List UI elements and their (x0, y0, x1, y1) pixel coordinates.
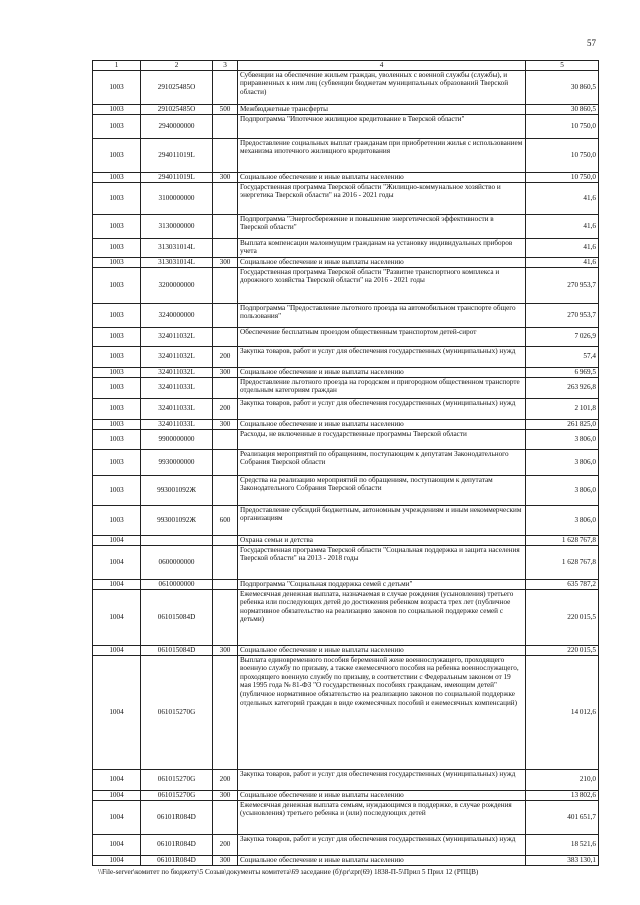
cell-c3 (213, 655, 238, 769)
cell-c1: 1003 (93, 104, 141, 114)
cell-c2: 061015084D (141, 645, 213, 655)
cell-c1: 1004 (93, 790, 141, 800)
cell-c3 (213, 475, 238, 505)
cell-c1: 1003 (93, 327, 141, 346)
cell-c3 (213, 70, 238, 104)
cell-c5: 30 860,5 (526, 104, 599, 114)
cell-c1: 1003 (93, 419, 141, 429)
cell-c2: 291025485О (141, 70, 213, 104)
table-row (93, 267, 599, 303)
cell-c2: 291025485О (141, 104, 213, 114)
cell-c4: Ежемесячная денежная выплата семьям, нуждающимся в поддержке, в случае рождения (усыновления) третьего ребенка и (или) последующих детей (238, 800, 526, 834)
cell-c2: 061015270G (141, 769, 213, 790)
cell-c4: Расходы, не включенные в государственные программы Тверской области (238, 429, 526, 449)
cell-c3: 200 (213, 769, 238, 790)
cell-c1: 1003 (93, 377, 141, 398)
cell-c5: 210,0 (526, 769, 599, 790)
table-row (93, 800, 599, 834)
header-col-3: 3 (213, 61, 238, 71)
cell-c5: 261 825,0 (526, 419, 599, 429)
cell-c2: 06101R084D (141, 834, 213, 855)
cell-c3: 600 (213, 505, 238, 535)
cell-c1: 1003 (93, 367, 141, 377)
table-row (93, 238, 599, 257)
cell-c4: Подпрограмма "Ипотечное жилищное кредитование в Тверской области" (238, 114, 526, 138)
cell-c2: 993001092Ж (141, 475, 213, 505)
table-row (93, 398, 599, 419)
cell-c4: Обеспечение бесплатным проездом общественным транспортом детей-сирот (238, 327, 526, 346)
cell-c3: 300 (213, 419, 238, 429)
cell-c4: Ежемесячная денежная выплата, назначаемая в случае рождения (усыновления) третьего ребенка или последующих детей до достижения ребенком возраста трех лет (публичное нормативное обязательство на реализацию законов по социальной поддержке семей с детьми) (238, 589, 526, 645)
cell-c2: 3200000000 (141, 267, 213, 303)
cell-c2: 3240000000 (141, 303, 213, 327)
cell-c1: 1003 (93, 429, 141, 449)
cell-c4: Социальное обеспечение и иные выплаты населению (238, 855, 526, 865)
cell-c5: 220 015,5 (526, 645, 599, 655)
header-row (93, 61, 599, 71)
cell-c4: Социальное обеспечение и иные выплаты населению (238, 172, 526, 182)
file-path-footer: \\File-server\комитет по бюджету\5 Созыв\документы комитета\69 заседание (б)\pr\zpr(69) 1838-П-5\Прил 5 Прил 12 (РПЦВ) (98, 868, 479, 876)
cell-c5: 18 521,6 (526, 834, 599, 855)
cell-c5: 10 750,0 (526, 172, 599, 182)
cell-c3: 300 (213, 172, 238, 182)
table-row (93, 589, 599, 645)
cell-c5: 1 628 767,8 (526, 535, 599, 545)
cell-c2: 324011032L (141, 367, 213, 377)
cell-c5: 270 953,7 (526, 267, 599, 303)
cell-c5: 41,6 (526, 214, 599, 238)
cell-c4: Социальное обеспечение и иные выплаты населению (238, 257, 526, 267)
cell-c5: 13 802,6 (526, 790, 599, 800)
cell-c5: 2 101,8 (526, 398, 599, 419)
cell-c3: 300 (213, 645, 238, 655)
cell-c4: Межбюджетные трансферты (238, 104, 526, 114)
cell-c5: 3 806,0 (526, 449, 599, 475)
cell-c5: 7 026,9 (526, 327, 599, 346)
cell-c4: Охрана семьи и детства (238, 535, 526, 545)
cell-c1: 1004 (93, 579, 141, 589)
table-row (93, 346, 599, 367)
cell-c5: 3 806,0 (526, 429, 599, 449)
cell-c3 (213, 138, 238, 172)
cell-c5: 635 787,2 (526, 579, 599, 589)
cell-c4: Закупка товаров, работ и услуг для обеспечения государственных (муниципальных) нужд (238, 398, 526, 419)
header-col-2: 2 (141, 61, 213, 71)
cell-c3: 200 (213, 346, 238, 367)
cell-c5: 41,6 (526, 182, 599, 214)
cell-c1: 1003 (93, 475, 141, 505)
cell-c3: 300 (213, 367, 238, 377)
cell-c1: 1003 (93, 138, 141, 172)
cell-c1: 1003 (93, 303, 141, 327)
cell-c1: 1004 (93, 589, 141, 645)
header-col-1: 1 (93, 61, 141, 71)
table-row (93, 367, 599, 377)
cell-c2: 313031014L (141, 238, 213, 257)
table-row (93, 449, 599, 475)
cell-c2: 324011032L (141, 346, 213, 367)
cell-c5: 57,4 (526, 346, 599, 367)
cell-c4: Предоставление субсидий бюджетным, автономным учреждениям и иным некоммерческим организациям (238, 505, 526, 535)
table-row (93, 377, 599, 398)
table-row (93, 104, 599, 114)
cell-c3 (213, 449, 238, 475)
table-row (93, 790, 599, 800)
cell-c3 (213, 545, 238, 579)
cell-c4: Государственная программа Тверской области "Социальная поддержка и защита населения Тверской области" на 2013 - 2018 годы (238, 545, 526, 579)
cell-c3 (213, 267, 238, 303)
cell-c4: Закупка товаров, работ и услуг для обеспечения государственных (муниципальных) нужд (238, 834, 526, 855)
cell-c1: 1003 (93, 505, 141, 535)
cell-c3 (213, 377, 238, 398)
cell-c2 (141, 535, 213, 545)
table-row (93, 257, 599, 267)
cell-c5: 10 750,0 (526, 138, 599, 172)
cell-c1: 1003 (93, 172, 141, 182)
cell-c1: 1004 (93, 645, 141, 655)
cell-c1: 1004 (93, 655, 141, 769)
cell-c3 (213, 114, 238, 138)
cell-c2: 294011019L (141, 172, 213, 182)
table-row (93, 70, 599, 104)
table-row (93, 655, 599, 769)
cell-c3 (213, 589, 238, 645)
cell-c4: Закупка товаров, работ и услуг для обеспечения государственных (муниципальных) нужд (238, 769, 526, 790)
cell-c1: 1004 (93, 855, 141, 865)
cell-c4: Средства на реализацию мероприятий по обращениям, поступающим к депутатам Законодательного Собрания Тверской области (238, 475, 526, 505)
cell-c4: Субвенции на обеспечение жильем граждан, уволенных с военной службы (службы), и приравненных к ним лиц (субвенции бюджетам муниципальных образований Тверской области) (238, 70, 526, 104)
cell-c1: 1003 (93, 214, 141, 238)
cell-c2: 061015084D (141, 589, 213, 645)
cell-c1: 1003 (93, 346, 141, 367)
cell-c1: 1004 (93, 800, 141, 834)
cell-c4: Выплата компенсации малоимущим гражданам на установку индивидуальных приборов учета (238, 238, 526, 257)
cell-c2: 313031014L (141, 257, 213, 267)
cell-c5: 270 953,7 (526, 303, 599, 327)
cell-c3 (213, 238, 238, 257)
table-body (93, 70, 599, 865)
cell-c5: 1 628 767,8 (526, 545, 599, 579)
cell-c1: 1004 (93, 769, 141, 790)
cell-c2: 061015270G (141, 655, 213, 769)
table-row (93, 214, 599, 238)
cell-c3: 300 (213, 790, 238, 800)
cell-c3: 200 (213, 398, 238, 419)
table-row (93, 579, 599, 589)
cell-c4: Подпрограмма "Социальная поддержка семей с детьми" (238, 579, 526, 589)
cell-c5: 401 651,7 (526, 800, 599, 834)
cell-c2: 993001092Ж (141, 505, 213, 535)
cell-c1: 1003 (93, 398, 141, 419)
cell-c1: 1003 (93, 257, 141, 267)
cell-c2: 06101R084D (141, 855, 213, 865)
cell-c3 (213, 303, 238, 327)
cell-c4: Реализация мероприятий по обращениям, поступающим к депутатам Законодательного Собрания Тверской области (238, 449, 526, 475)
cell-c3 (213, 535, 238, 545)
cell-c5: 30 860,5 (526, 70, 599, 104)
cell-c4: Подпрограмма "Энергосбережение и повышение энергетической эффективности в Тверской области" (238, 214, 526, 238)
cell-c3 (213, 214, 238, 238)
cell-c2: 3100000000 (141, 182, 213, 214)
cell-c1: 1004 (93, 834, 141, 855)
cell-c5: 3 806,0 (526, 505, 599, 535)
table-row (93, 327, 599, 346)
cell-c2: 0610000000 (141, 579, 213, 589)
cell-c4: Государственная программа Тверской области "Жилищно-коммунальное хозяйство и энергетика Тверской области" на 2016 - 2021 годы (238, 182, 526, 214)
cell-c2: 324011032L (141, 327, 213, 346)
budget-table (92, 60, 599, 866)
page-number: 57 (587, 38, 596, 48)
cell-c3: 200 (213, 834, 238, 855)
table-row (93, 172, 599, 182)
table-row (93, 834, 599, 855)
cell-c3 (213, 429, 238, 449)
cell-c4: Предоставление социальных выплат гражданам при приобретении жилья с использованием механизма ипотечного жилищного кредитования (238, 138, 526, 172)
cell-c5: 10 750,0 (526, 114, 599, 138)
table-row (93, 769, 599, 790)
table-row (93, 138, 599, 172)
cell-c3: 300 (213, 257, 238, 267)
cell-c2: 9930000000 (141, 449, 213, 475)
cell-c4: Государственная программа Тверской области "Развитие транспортного комплекса и дорожного хозяйства Тверской области" на 2016 - 2021 годы (238, 267, 526, 303)
cell-c2: 324011033L (141, 398, 213, 419)
cell-c5: 263 926,8 (526, 377, 599, 398)
cell-c1: 1004 (93, 545, 141, 579)
cell-c5: 220 015,5 (526, 589, 599, 645)
header-col-4: 4 (238, 61, 526, 71)
cell-c1: 1003 (93, 114, 141, 138)
cell-c3 (213, 182, 238, 214)
cell-c4: Закупка товаров, работ и услуг для обеспечения государственных (муниципальных) нужд (238, 346, 526, 367)
table-row (93, 545, 599, 579)
cell-c1: 1003 (93, 238, 141, 257)
header-col-5: 5 (526, 61, 599, 71)
cell-c4: Предоставление льготного проезда на городском и пригородном общественном транспорте отдельным категориям граждан (238, 377, 526, 398)
table-row (93, 505, 599, 535)
cell-c2: 2940000000 (141, 114, 213, 138)
cell-c4: Подпрограмма "Предоставление льготного проезда на автомобильном транспорте общего пользования" (238, 303, 526, 327)
cell-c5: 41,6 (526, 257, 599, 267)
cell-c5: 41,6 (526, 238, 599, 257)
cell-c5: 3 806,0 (526, 475, 599, 505)
table-row (93, 419, 599, 429)
cell-c3 (213, 800, 238, 834)
cell-c4: Выплата единовременного пособия беременной жене военнослужащего, проходящего военную службу по призыву, а также ежемесячного пособия на ребенка военнослужащего, проходящего военную службу по призыву, в соответствии с Федеральным законом от 19 мая 1995 года № 81-ФЗ "О государственных пособиях гражданам, имеющим детей" (публичное нормативное обязательство на реализацию законов по социальной поддержке отдельных категорий граждан в виде ежемесячных пособий и ежемесячных компенсаций) (238, 655, 526, 769)
cell-c3: 300 (213, 855, 238, 865)
cell-c4: Социальное обеспечение и иные выплаты населению (238, 645, 526, 655)
cell-c2: 324011033L (141, 377, 213, 398)
cell-c4: Социальное обеспечение и иные выплаты населению (238, 790, 526, 800)
cell-c3: 500 (213, 104, 238, 114)
cell-c2: 324011033L (141, 419, 213, 429)
cell-c4: Социальное обеспечение и иные выплаты населению (238, 367, 526, 377)
cell-c1: 1003 (93, 267, 141, 303)
cell-c1: 1003 (93, 449, 141, 475)
cell-c2: 3130000000 (141, 214, 213, 238)
cell-c2: 0600000000 (141, 545, 213, 579)
cell-c2: 9900000000 (141, 429, 213, 449)
cell-c2: 06101R084D (141, 800, 213, 834)
cell-c5: 14 012,6 (526, 655, 599, 769)
cell-c1: 1003 (93, 182, 141, 214)
cell-c5: 6 969,5 (526, 367, 599, 377)
table-row (93, 645, 599, 655)
cell-c3 (213, 327, 238, 346)
table-row (93, 114, 599, 138)
table-header (93, 61, 599, 71)
table-row (93, 182, 599, 214)
table-row (93, 535, 599, 545)
cell-c4: Социальное обеспечение и иные выплаты населению (238, 419, 526, 429)
table-row (93, 855, 599, 865)
cell-c5: 383 130,1 (526, 855, 599, 865)
cell-c2: 061015270G (141, 790, 213, 800)
cell-c2: 294011019L (141, 138, 213, 172)
table-row (93, 429, 599, 449)
table-row (93, 475, 599, 505)
cell-c1: 1003 (93, 70, 141, 104)
cell-c3 (213, 579, 238, 589)
table-row (93, 303, 599, 327)
cell-c1: 1004 (93, 535, 141, 545)
